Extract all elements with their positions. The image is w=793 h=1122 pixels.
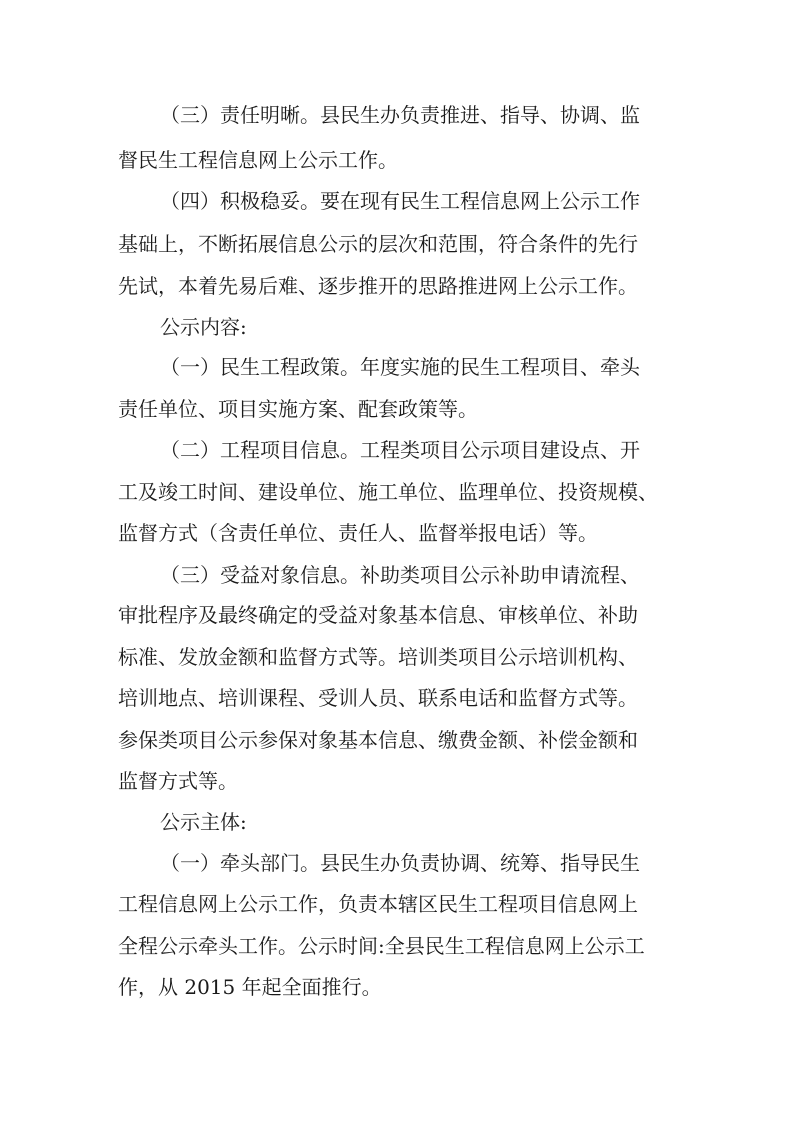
paragraph-line: 工及竣工时间、建设单位、施工单位、监理单位、投资规模、 [118,480,658,504]
paragraph-line: 基础上，不断拓展信息公示的层次和范围，符合条件的先行 [118,232,638,256]
paragraph-line: 先试，本着先易后难、逐步推开的思路推进网上公示工作。 [118,274,638,298]
paragraph-line: 责任单位、项目实施方案、配套政策等。 [118,397,478,421]
paragraph-line: 工程信息网上公示工作，负责本辖区民生工程项目信息网上 [118,892,638,916]
paragraph-line: （三）责任明晰。县民生办负责推进、指导、协调、监 [160,103,640,127]
section-heading: 公示内容: [160,315,247,339]
paragraph-line: 审批程序及最终确定的受益对象基本信息、审核单位、补助 [118,603,638,627]
paragraph-line: 培训地点、培训课程、受训人员、联系电话和监督方式等。 [118,686,638,710]
paragraph-line: 参保类项目公示参保对象基本信息、缴费金额、补偿金额和 [118,728,638,752]
paragraph-line: 标准、发放金额和监督方式等。培训类项目公示培训机构、 [118,645,638,669]
paragraph-line: （三）受益对象信息。补助类项目公示补助申请流程、 [160,563,640,587]
section-heading: 公示主体: [160,810,247,834]
paragraph-line: （二）工程项目信息。工程类项目公示项目建设点、开 [160,438,640,462]
paragraph-line: 督民生工程信息网上公示工作。 [118,148,398,172]
paragraph-line: 全程公示牵头工作。公示时间:全县民生工程信息网上公示工 [118,934,645,958]
paragraph-line: 监督方式等。 [118,769,238,793]
paragraph-line: （一）民生工程政策。年度实施的民生工程项目、牵头 [160,355,640,379]
paragraph-line: （四）积极稳妥。要在现有民生工程信息网上公示工作 [160,189,640,213]
paragraph-line: （一）牵头部门。县民生办负责协调、统筹、指导民生 [160,851,640,875]
paragraph-line: 监督方式（含责任单位、责任人、监督举报电话）等。 [118,521,598,545]
paragraph-line: 作，从 2015 年起全面推行。 [118,975,382,999]
